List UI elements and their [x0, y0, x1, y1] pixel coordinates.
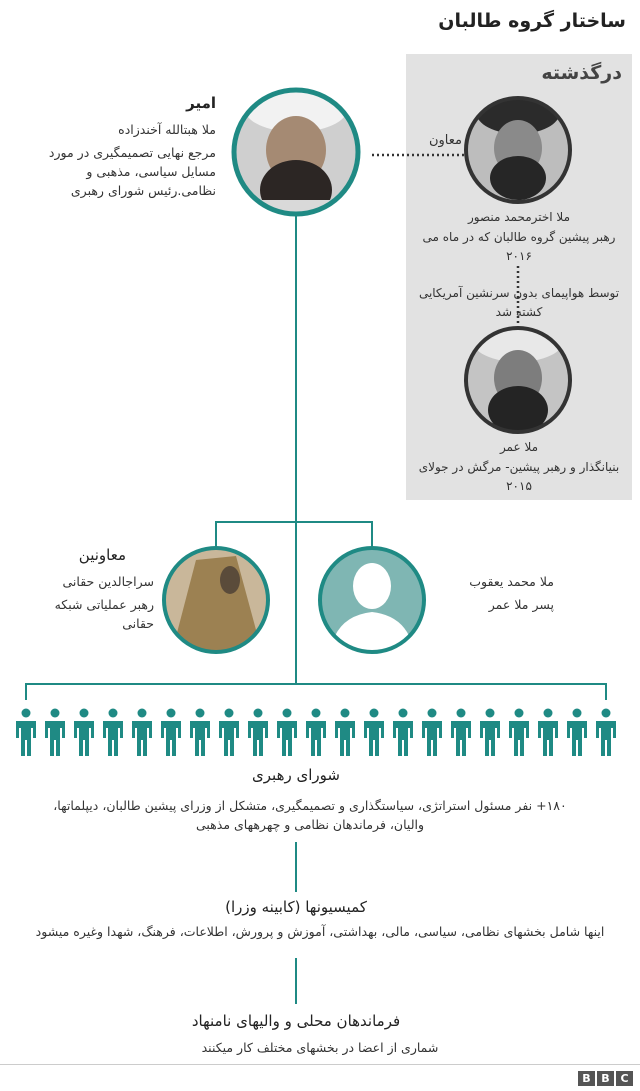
omar-description: بنیانگذار و رهبر پیشین- مرگش در جولای ۲۰۱۵ [418, 460, 620, 493]
mansour-description: رهبر پیشین گروه طالبان که در ماه می ۲۰۱۶ [422, 230, 616, 263]
council-member-icon [393, 709, 413, 757]
council-member-icon [480, 709, 500, 757]
council-member-icon [306, 709, 326, 757]
bbc-logo-letter-b2: B [597, 1071, 614, 1086]
local-commanders-heading: فرماندهان محلی و والیهای نامنهاد [191, 1012, 401, 1030]
council-member-icon [277, 709, 297, 757]
council-description: ۱۸۰+ نفر مسئول استراتژی، سیاستگذاری و تصمیمگیری، متشکل از وزرای پیشین طالبان، دیپلماتها، والیان، فرماندهان نظامی و چهرههای مذهبی [53, 798, 567, 832]
footer-divider [0, 1064, 640, 1065]
council-member-icon [538, 709, 558, 757]
council-heading: شورای رهبری [252, 766, 340, 784]
council-member-icon [45, 709, 65, 757]
page-title: ساختار گروه طالبان [438, 10, 626, 32]
council-member-icon [74, 709, 94, 757]
council-member-icon [16, 709, 36, 757]
council-member-icon [596, 709, 616, 757]
council-member-icon [132, 709, 152, 757]
council-member-icon [422, 709, 442, 757]
bbc-logo [578, 1071, 633, 1086]
deputies-heading: معاونین [78, 546, 126, 564]
council-member-icon [335, 709, 355, 757]
council-member-icon [509, 709, 529, 757]
emir-heading: امیر [186, 94, 216, 112]
emir-description: مرجع نهایی تصمیمگیری در مورد مسایل سیاسی، مذهبی و نظامی.رئیس شورای رهبری [48, 145, 216, 198]
emir-name: ملا هبتالله آخندزاده [118, 122, 216, 137]
council-member-icon [451, 709, 471, 757]
haqqani-name: سراجالدین حقانی [62, 574, 154, 589]
council-member-icon [190, 709, 210, 757]
bbc-logo-letter-c: C [616, 1071, 633, 1086]
haqqani-description: رهبر عملیاتی شبکه حقانی [54, 597, 154, 631]
mansour-name: ملا اخترمحمد منصور [467, 210, 571, 224]
council-figures [16, 709, 616, 757]
yaqoob-name: ملا محمد یعقوب [469, 574, 554, 589]
council-member-icon [567, 709, 587, 757]
council-member-icon [103, 709, 123, 757]
mansour-death: توسط هواپیمای بدون سرنشین آمریکایی کشته شد [418, 286, 620, 319]
council-member-icon [219, 709, 239, 757]
council-member-icon [248, 709, 268, 757]
commissions-heading: کمیسیونها (کابینه وزرا) [225, 898, 367, 916]
deceased-heading: درگذشته [541, 62, 622, 84]
council-member-icon [161, 709, 181, 757]
yaqoob-description: پسر ملا عمر [488, 597, 554, 612]
bbc-logo-letter-b1: B [578, 1071, 595, 1086]
deputy-label: معاون [428, 133, 462, 148]
council-member-icon [364, 709, 384, 757]
commissions-description: اینها شامل بخشهای نظامی، سیاسی، مالی، بهداشتی، آموزش و پرورش، اطلاعات، فرهنگ، شهدا وغیره میشود [35, 924, 605, 939]
omar-name: ملا عمر [499, 440, 539, 454]
local-commanders-description: شماری از اعضا در بخشهای مختلف کار میکنند [201, 1040, 439, 1055]
